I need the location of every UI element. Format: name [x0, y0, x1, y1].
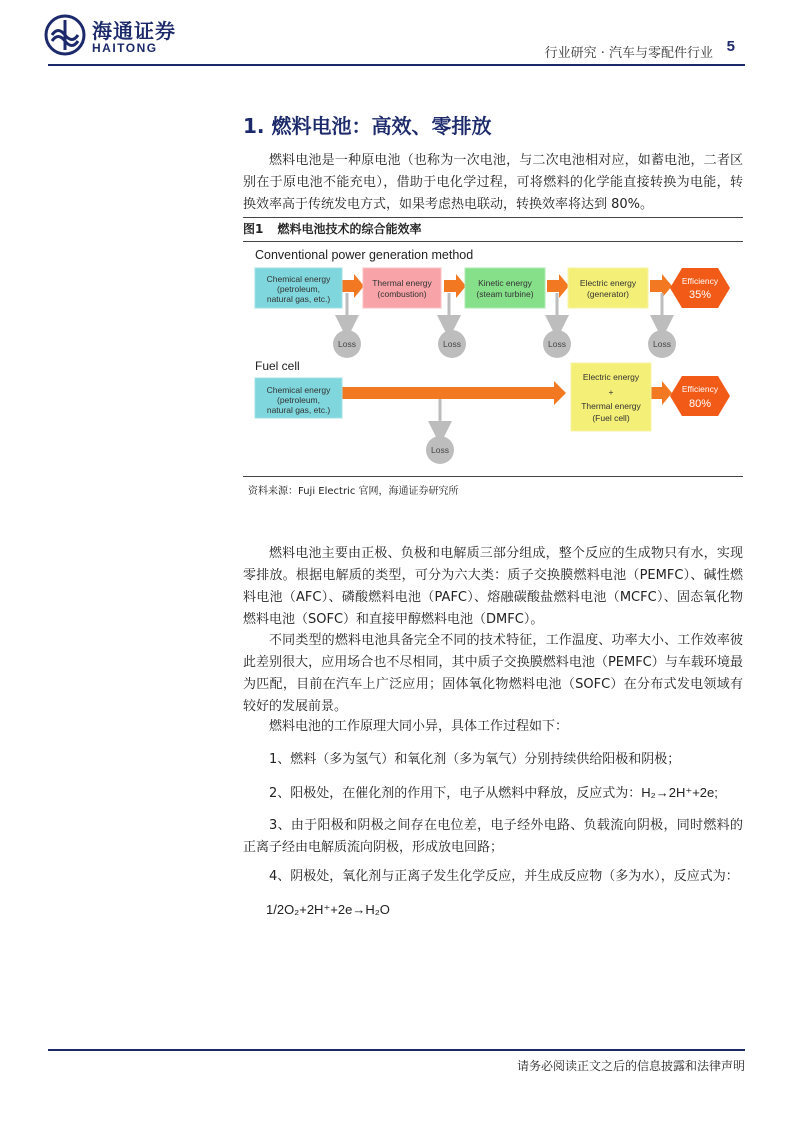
header-divider	[48, 64, 745, 66]
step-3: 3、由于阳极和阴极之间存在电位差，电子经外电路、负载流向阴极，同时燃料的正离子经由电解质流向阴极，形成放电回路；	[243, 818, 743, 855]
conventional-title: Conventional power generation method	[255, 248, 474, 262]
svg-text:Thermal energy: Thermal energy	[372, 278, 432, 288]
paragraph-composition: 燃料电池主要由正极、负极和电解质三部分组成，整个反应的生成物只有水，实现零排放。根据电解质的类型，可分为六大类：质子交换膜燃料电池（PEMFC）、碱性燃料电池（AFC）、磷酸燃料电池（PAFC）、熔融碳酸盐燃料电池（MCFC）、固态氧化物燃料电池（SOFC）和直接甲醇燃料电池（DMFC）。	[243, 546, 743, 627]
svg-text:(petroleum,: (petroleum,	[277, 395, 320, 405]
fuelcell-title: Fuel cell	[255, 359, 300, 373]
section-title: 1. 燃料电池：高效、零排放	[243, 114, 492, 138]
step-4: 4、阴极处，氧化剂与正离子发生化学反应，并生成反应物（多为水），反应式为：	[269, 869, 739, 884]
svg-text:Electric energy: Electric energy	[579, 278, 637, 288]
svg-text:(steam turbine): (steam turbine)	[476, 289, 534, 299]
figure-title: 燃料电池技术的综合能效率	[277, 222, 422, 236]
svg-text:Loss: Loss	[653, 339, 671, 349]
footer-disclaimer: 请务必阅读正文之后的信息披露和法律声明	[516, 1059, 745, 1073]
svg-text:natural gas, etc.): natural gas, etc.)	[266, 294, 331, 304]
step-2: 2、阳极处，在催化剂的作用下，电子从燃料中释放，反应式为：H₂→2H⁺+2e;	[269, 785, 718, 801]
svg-text:Loss: Loss	[548, 339, 566, 349]
figure-top-rule	[243, 217, 743, 218]
footer-divider	[48, 1049, 745, 1051]
box-electric-energy	[568, 268, 648, 308]
svg-text:Loss: Loss	[431, 445, 449, 455]
svg-text:Chemical energy: Chemical energy	[266, 274, 331, 284]
conventional-efficiency-hexagon	[670, 268, 730, 308]
svg-text:Chemical energy: Chemical energy	[266, 385, 331, 395]
box-fuelcell-chemical-energy	[255, 378, 342, 418]
header-category: 行业研究 · 汽车与零配件行业	[544, 46, 713, 61]
fuelcell-efficiency-hexagon	[670, 376, 730, 416]
haitong-logo-icon	[44, 14, 86, 56]
paragraph-intro: 燃料电池是一种原电池（也称为一次电池，与二次电池相对应，如蓄电池，二者区别在于原电池不能充电），借助于电化学过程，可将燃料的化学能直接转换为电能，转换效率高于传统发电方式，如果考虑热电联动，转换效率将达到 80%。	[243, 153, 743, 212]
svg-text:(Fuel cell): (Fuel cell)	[592, 413, 630, 423]
step-1: 1、燃料（多为氢气）和氧化剂（多为氧气）分别持续供给阳极和阴极；	[269, 752, 681, 767]
svg-text:Loss: Loss	[338, 339, 356, 349]
svg-text:Loss: Loss	[443, 339, 461, 349]
box-chemical-energy	[255, 268, 342, 308]
page-number: 5	[726, 38, 735, 55]
figure-caption	[243, 220, 743, 237]
figure-number: 图1	[243, 222, 264, 236]
box-fuelcell-electric-thermal	[571, 363, 651, 431]
svg-text:Efficiency: Efficiency	[681, 276, 719, 286]
svg-text:(combustion): (combustion)	[377, 289, 427, 299]
svg-text:+: +	[608, 387, 614, 397]
svg-text:35%: 35%	[688, 289, 712, 301]
cathode-formula: 1/2O₂+2H⁺+2e→H₂O	[266, 902, 390, 917]
svg-text:(generator): (generator)	[586, 289, 630, 299]
paragraph-principle: 燃料电池的工作原理大同小异，具体工作过程如下：	[269, 719, 569, 734]
brand-name-en: HAITONG	[92, 41, 158, 55]
box-kinetic-energy	[465, 268, 545, 308]
efficiency-diagram	[250, 243, 740, 473]
conventional-loss-circles	[333, 330, 676, 358]
svg-text:Electric energy: Electric energy	[582, 372, 640, 382]
svg-text:(petroleum,: (petroleum,	[277, 284, 320, 294]
anode-formula: H₂→2H⁺+2e;	[641, 785, 718, 800]
fuelcell-loss-circle	[426, 436, 454, 464]
svg-text:natural gas, etc.): natural gas, etc.)	[266, 405, 331, 415]
svg-text:80%: 80%	[688, 398, 712, 410]
brand-name-cn: 海通证券	[92, 19, 176, 43]
svg-text:Thermal energy: Thermal energy	[581, 401, 641, 411]
figure-caption-rule	[243, 241, 743, 242]
svg-text:Efficiency: Efficiency	[681, 384, 719, 394]
figure-source: 资料来源：Fuji Electric 官网，海通证券研究所	[248, 486, 459, 497]
paragraph-types: 不同类型的燃料电池具备完全不同的技术特征，工作温度、功率大小、工作效率彼此差别很大，应用场合也不尽相同，其中质子交换膜燃料电池（PEMFC）与车载环境最为匹配，目前在汽车上广泛应用；固体氧化物燃料电池（SOFC）在分布式发电领域有较好的发展前景。	[243, 633, 743, 714]
box-thermal-energy	[363, 268, 441, 308]
svg-text:Kinetic energy: Kinetic energy	[478, 278, 532, 288]
figure-bottom-rule	[243, 476, 743, 477]
